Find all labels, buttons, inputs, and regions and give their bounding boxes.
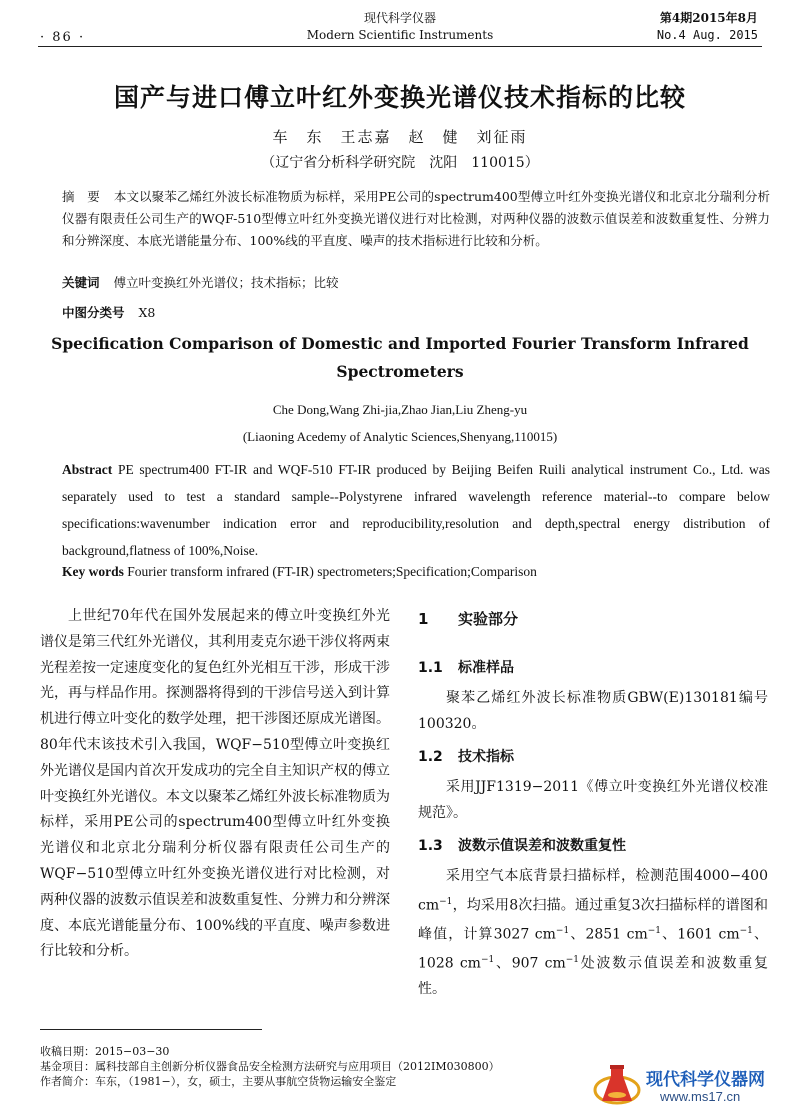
- section-1-1-title: 标准样品: [458, 660, 514, 676]
- issue-cn: 第4期2015年8月: [659, 11, 758, 25]
- article-title-en: Specification Comparison of Domestic and Imported Fourier Transform Infrared Spectrometers: [51, 334, 749, 381]
- section-1-title: 实验部分: [458, 610, 519, 628]
- watermark-name: 现代科学仪器网: [646, 1070, 765, 1090]
- section-1-2-number: 1.2: [418, 749, 443, 765]
- affiliation-en: (Liaoning Acedemy of Analytic Sciences,Shenyang,110015): [242, 429, 558, 444]
- section-1-1-heading: [418, 656, 768, 680]
- keywords-cn-text: 傅立叶变换红外光谱仪；技术指标；比较: [113, 275, 339, 290]
- affiliation-cn: （辽宁省分析科学研究院 沈阳 110015）: [261, 155, 539, 171]
- section-1-3-number: 1.3: [418, 838, 443, 854]
- keywords-en-label: Key words: [62, 564, 124, 579]
- abstract-en-label: Abstract: [62, 462, 113, 477]
- right-column: [418, 604, 768, 1002]
- authors-en: Che Dong,Wang Zhi-jia,Zhao Jian,Liu Zheng-yu: [272, 402, 528, 417]
- watermark-url: www.ms17.cn: [660, 1089, 741, 1104]
- journal-name-en: Modern Scientific Instruments: [306, 28, 494, 42]
- footnote-author: 作者简介：车东，（1981−），女，硕士，主要从事航空货物运输安全鉴定: [40, 1075, 397, 1088]
- keywords-cn: [62, 273, 339, 291]
- flask-icon: [592, 1063, 642, 1109]
- abstract-cn: [62, 186, 770, 252]
- abstract-cn-text: 本文以聚苯乙烯红外波长标准物质为标样，采用PE公司的spectrum400型傅立叶红外变换光谱仪和北京北分瑞利分析仪器有限责任公司生产的WQF-510型傅立叶红外变换光谱仪进行对比检测，对两种仪器的波数示值误差和波数重复性、分辨力和分辨深度、本底光谱能量分布、100%线的平直度、噪声的技术指标进行比较和分析。: [62, 189, 770, 248]
- keywords-en-text: Fourier transform infrared (FT-IR) spectrometers;Specification;Comparison: [127, 564, 537, 579]
- section-1-1-text: 聚苯乙烯红外波长标准物质GBW(E)130181编号100320。: [418, 690, 768, 732]
- section-1-number: 1: [418, 610, 429, 628]
- abstract-en-text: PE spectrum400 FT-IR and WQF-510 FT-IR produced by Beijing Beifen Ruili analytical instrument Co., Ltd. was separately used to test a standard sample--Polystyrene infrared wavelength reference material--to compare below specifications:wavenumber indication error and reproducibility,resolution and depth,spectral energy distribution of background,flatness of 100%,Noise.: [62, 462, 771, 558]
- section-1-3-text: 采用空气本底背景扫描标样，检测范围4000−400 $cm^{-1}$，均采用8次扫描。通过重复3次扫描标样的谱图和峰值，计算3027 $cm^{-1}$、2851 $cm^{-1}$、1601 $cm^{-1}$、1028 $cm^{-1}$、907 $cm^{-1}$处波数示值误差和波数重复性。: [418, 868, 769, 997]
- footnote-received: 收稿日期：2015−03−30: [40, 1045, 170, 1058]
- site-watermark-logo: [588, 1063, 788, 1109]
- authors-cn: 车 东 王志嘉 赵 健 刘征雨: [272, 128, 528, 146]
- intro-paragraph: 上世纪70年代在国外发展起来的傅立叶变换红外光谱仪是第三代红外光谱仪，其利用麦克尔逊干涉仪将两束光程差按一定速度变化的复色红外光相互干涉，形成干涉光，再与样品作用。探测器将得到的干涉信号送入到计算机进行傅立叶变化的数学处理，把干涉图还原成光谱图。80年代末该技术引入我国，WQF−510型傅立叶变换红外光谱仪是国内首次开发成功的完全自主知识产权的傅立叶变换红外光谱仪。本文以聚苯乙烯红外波长标准物质为标样，采用PE公司的spectrum400型傅立叶红外变换光谱仪和北京北分瑞利分析仪器有限责任公司生产的WQF−510型傅立叶红外变换光谱仪进行对比检测，对两种仪器的波数示值误差和波数重复性、分辨力和分辨深度、本底光谱能量分布、100%线的平直度、噪声参数进行比较和分析。: [40, 608, 390, 960]
- classification-cn: [62, 303, 155, 321]
- section-1-3-heading: [418, 834, 768, 858]
- header-divider: [38, 46, 762, 47]
- classification-cn-text: X8: [138, 305, 156, 320]
- section-1-2-text: 采用JJF1319−2011《傅立叶变换红外光谱仪校准规范》。: [418, 779, 768, 821]
- footnote-divider: [40, 1029, 262, 1030]
- section-1-heading: [418, 604, 768, 648]
- abstract-cn-label: 摘 要: [62, 189, 100, 204]
- running-header-issue: [657, 10, 758, 44]
- journal-name-cn: 现代科学仪器: [363, 11, 436, 25]
- page-number: · 86 ·: [40, 30, 86, 45]
- classification-cn-label: 中图分类号: [62, 305, 125, 320]
- keywords-en: [62, 564, 537, 580]
- issue-en: No.4 Aug. 2015: [656, 28, 758, 42]
- section-1-2-title: 技术指标: [458, 749, 514, 765]
- abstract-en: [62, 456, 770, 564]
- section-1-3-title: 波数示值误差和波数重复性: [458, 838, 626, 854]
- article-title-cn: 国产与进口傅立叶红外变换光谱仪技术指标的比较: [113, 83, 686, 112]
- section-1-1-number: 1.1: [418, 660, 443, 676]
- section-1-2-heading: [418, 745, 768, 769]
- keywords-cn-label: 关键词: [62, 275, 100, 290]
- footnote-fund: 基金项目：属科技部自主创新分析仪器食品安全检测方法研究与应用项目（2012IM030800）: [40, 1060, 500, 1073]
